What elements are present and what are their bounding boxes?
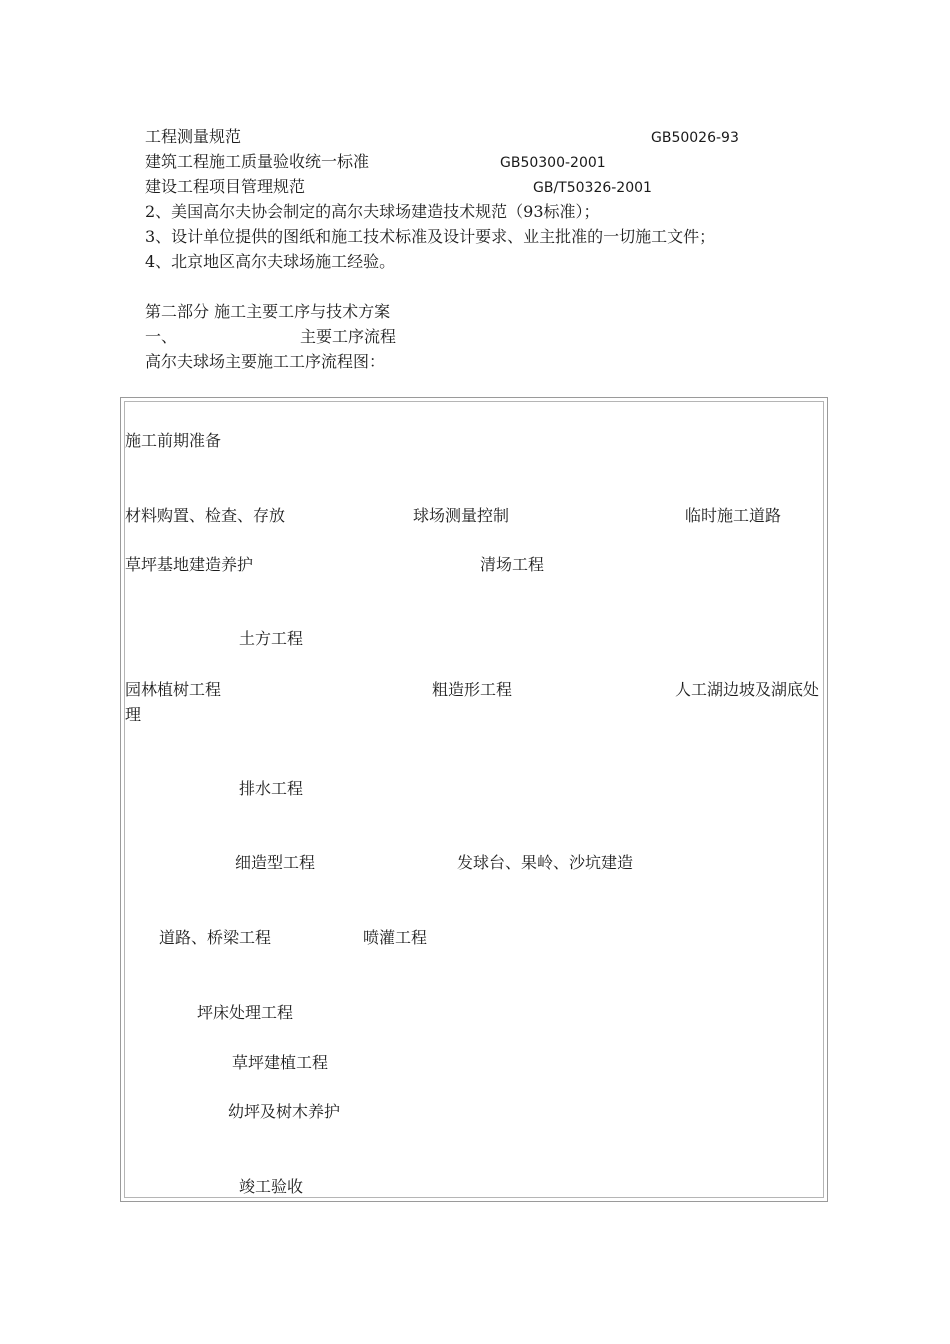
flow-node-earthwork: 土方工程 [239, 629, 304, 648]
reference-item-4: 4、北京地区高尔夫球场施工经验。 [145, 252, 396, 271]
reference-item-2: 2、美国高尔夫协会制定的高尔夫球场建造技术规范（93标准）； [145, 202, 600, 221]
flow-node-drainage: 排水工程 [239, 779, 304, 798]
flow-node-temp-road: 临时施工道路 [685, 506, 782, 525]
flow-node-acceptance: 竣工验收 [239, 1177, 304, 1196]
flow-node-rough-shaping: 粗造形工程 [432, 680, 513, 699]
flow-node-prep: 施工前期准备 [125, 431, 222, 450]
subsection-title: 主要工序流程 [300, 327, 397, 346]
flow-node-bed-treatment: 坪床处理工程 [197, 1003, 294, 1022]
standard-name-1: 工程测量规范 [145, 127, 242, 146]
flowchart-intro: 高尔夫球场主要施工工序流程图： [145, 352, 386, 371]
flow-node-clearing: 清场工程 [480, 555, 545, 574]
standard-name-2: 建筑工程施工质量验收统一标准 [145, 152, 370, 171]
flow-node-survey: 球场测量控制 [413, 506, 510, 525]
flow-node-irrigation: 喷灌工程 [363, 928, 428, 947]
flow-node-tee-green-bunker: 发球台、果岭、沙坑建造 [457, 853, 634, 872]
flow-node-lake-wrap: 理 [125, 705, 142, 724]
standard-code-2: GB50300-2001 [500, 155, 606, 171]
standard-code-1: GB50026-93 [651, 130, 739, 146]
reference-item-3: 3、设计单位提供的图纸和施工技术标准及设计要求、业主批准的一切施工文件； [145, 227, 716, 246]
standard-name-3: 建设工程项目管理规范 [145, 177, 306, 196]
part-title: 第二部分 施工主要工序与技术方案 [145, 302, 391, 321]
flow-node-maintenance: 幼坪及树木养护 [228, 1102, 341, 1121]
flow-node-materials: 材料购置、检查、存放 [125, 506, 286, 525]
flow-node-turf-nursery: 草坪基地建造养护 [125, 555, 254, 574]
flow-node-road-bridge: 道路、桥梁工程 [159, 928, 272, 947]
flow-node-fine-shaping: 细造型工程 [235, 853, 316, 872]
flow-node-lake: 人工湖边坡及湖底处 [675, 680, 820, 699]
flow-node-landscaping: 园林植树工程 [125, 680, 222, 699]
subsection-number: 一、 [145, 327, 178, 346]
standard-code-3: GB/T50326-2001 [533, 180, 652, 196]
flow-node-turf-planting: 草坪建植工程 [232, 1053, 329, 1072]
